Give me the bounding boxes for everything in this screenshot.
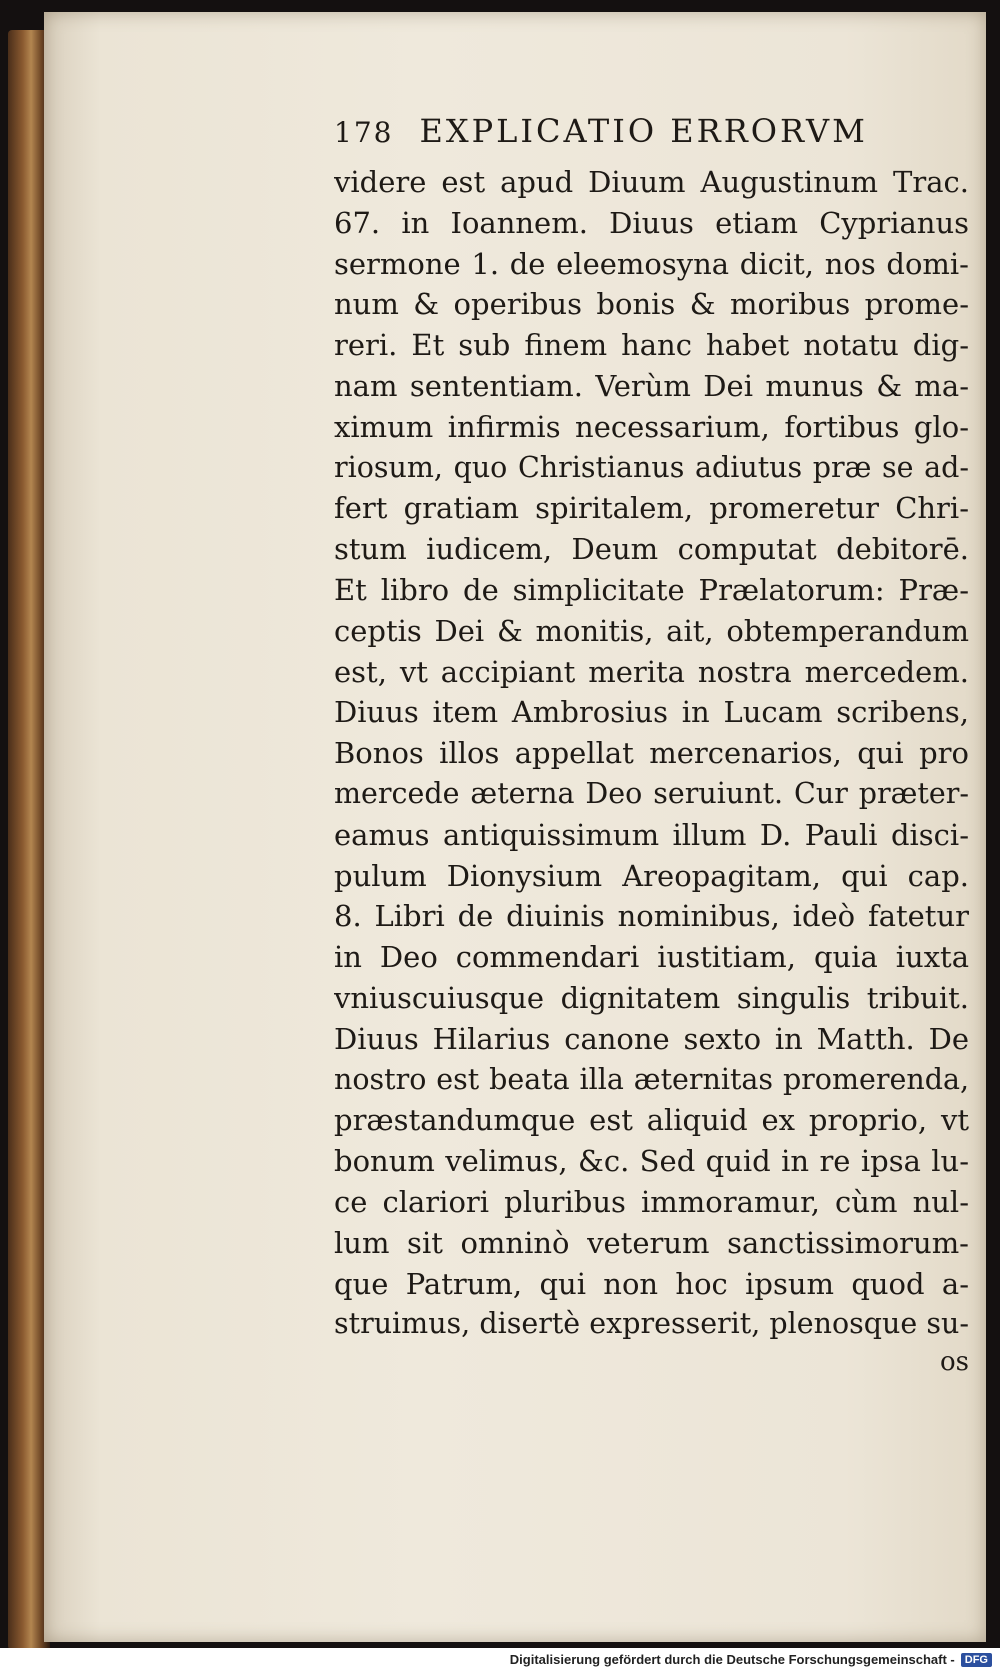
book-page (44, 12, 986, 1642)
page-number: 178 (334, 116, 394, 149)
text-line: 8. Libri de diuinis nominibus, ideò fatetur (334, 899, 969, 934)
text-line: num & operibus bonis & moribus prome- (334, 287, 969, 322)
funding-credit: Digitalisierung gefördert durch die Deutsche Forschungsgemeinschaft - (509, 1652, 955, 1667)
text-line: vniuscuiusque dignitatem singulis tribuit. (334, 980, 969, 1015)
text-block (334, 112, 969, 1379)
text-line: ximum infirmis necessarium, fortibus glo- (334, 409, 969, 444)
text-line: ceptis Dei & monitis, ait, obtemperandum (334, 613, 969, 648)
text-line: mercede æterna Deo seruiunt. Cur præter- (334, 776, 969, 810)
text-line: nostro est beata illa æternitas promerenda, (334, 1062, 969, 1096)
text-line: eamus antiquissimum illum D. Pauli disci- (334, 817, 969, 852)
catchword: os (940, 1347, 969, 1378)
text-line: que Patrum, qui non hoc ipsum quod a- (334, 1266, 969, 1301)
text-line: Diuus Hilarius canone sexto in Matth. De (334, 1021, 969, 1056)
text-line: ce clariori pluribus immoramur, cùm nul- (334, 1184, 969, 1219)
text-line: riosum, quo Christianus adiutus præ se ad- (334, 450, 969, 484)
text-line: reri. Et sub finem hanc habet notatu dig- (334, 328, 969, 363)
text-line: fert gratiam spiritalem, promeretur Chri- (334, 491, 969, 526)
body-text (334, 162, 969, 1345)
dfg-logo: DFG (961, 1653, 992, 1667)
text-line: nam sententiam. Verùm Dei munus & ma- (334, 368, 969, 403)
text-line: pulum Dionysium Areopagitam, qui cap. (334, 858, 969, 893)
running-head (334, 112, 969, 162)
text-line: 67. in Ioannem. Diuus etiam Cyprianus (334, 205, 969, 240)
text-line: Bonos illos appellat mercenarios, qui pro (334, 736, 969, 771)
text-line: præstandumque est aliquid ex proprio, vt (334, 1103, 969, 1138)
text-line: stum iudicem, Deum computat debitorē. (334, 532, 969, 567)
text-line: bonum velimus, &c. Sed quid in re ipsa lu- (334, 1144, 969, 1179)
text-line: struimus, disertè expresserit, plenosque su- (334, 1307, 969, 1341)
text-line: sermone 1. de eleemosyna dicit, nos domi- (334, 246, 969, 281)
text-line: est, vt accipiant merita nostra mercedem. (334, 654, 969, 689)
text-line: Diuus item Ambrosius in Lucam scribens, (334, 695, 969, 730)
text-line: Et libro de simplicitate Prælatorum: Præ- (334, 572, 969, 607)
footer-bar (0, 1648, 1000, 1671)
text-line: lum sit omninò veterum sanctissimorum- (334, 1225, 969, 1260)
text-line: in Deo commendari iustitiam, quia iuxta (334, 940, 969, 975)
text-line: videre est apud Diuum Augustinum Trac. (334, 165, 969, 199)
running-head-title: EXPLICATIO ERRORVM (419, 112, 868, 150)
